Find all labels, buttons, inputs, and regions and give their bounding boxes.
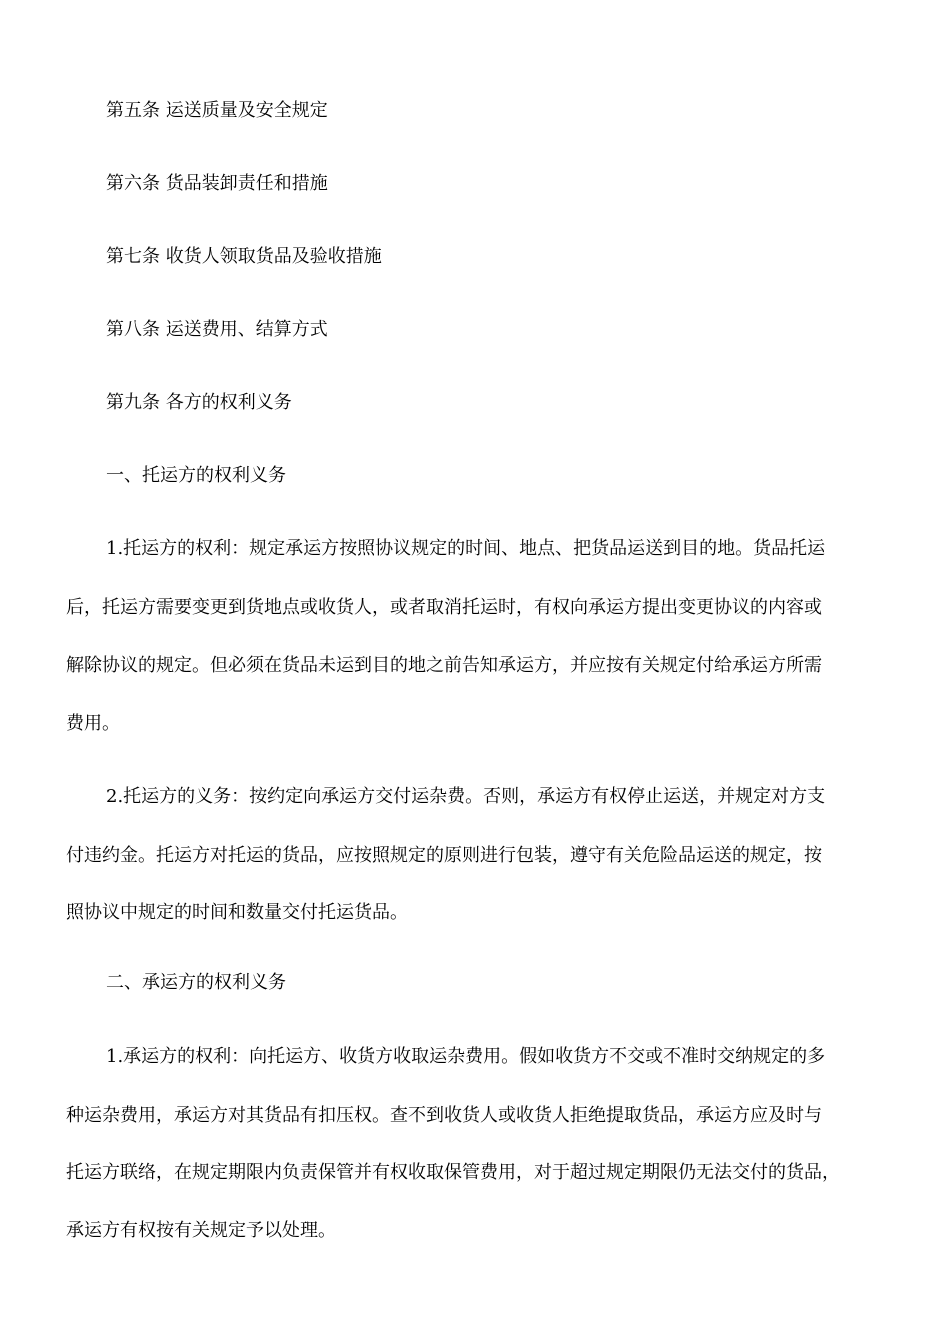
section-2-item-1-line-3: 托运方联络，在规定期限内负责保管并有权收取保管费用，对于超过规定期限仍无法交付的货品，	[66, 1162, 840, 1183]
section-1-item-1-line-4: 费用。	[66, 713, 120, 734]
section-2-item-1-line-4: 承运方有权按有关规定予以处理。	[66, 1220, 336, 1241]
section-1-item-1-line-3: 解除协议的规定。但必须在货品未运到目的地之前告知承运方，并应按有关规定付给承运方所需	[66, 655, 822, 676]
section-2-item-1-line-1: 1.承运方的权利：向托运方、收货方收取运杂费用。假如收货方不交或不准时交纳规定的多	[106, 1046, 826, 1067]
section-1-item-2-line-1: 2.托运方的义务：按约定向承运方交付运杂费。否则，承运方有权停止运送，并规定对方支	[106, 786, 826, 807]
section-2-item-1-line-2: 种运杂费用，承运方对其货品有扣压权。查不到收货人或收货人拒绝提取货品，承运方应及时与	[66, 1105, 822, 1126]
article-9: 第九条 各方的权利义务	[106, 392, 292, 413]
section-2-heading: 二、承运方的权利义务	[106, 972, 286, 993]
article-7: 第七条 收货人领取货品及验收措施	[106, 246, 382, 267]
section-1-item-2-line-3: 照协议中规定的时间和数量交付托运货品。	[66, 902, 408, 923]
section-1-item-1-line-1: 1.托运方的权利：规定承运方按照协议规定的时间、地点、把货品运送到目的地。货品托运	[106, 538, 826, 559]
article-5: 第五条 运送质量及安全规定	[106, 100, 328, 121]
section-1-item-2-line-2: 付违约金。托运方对托运的货品，应按照规定的原则进行包装，遵守有关危险品运送的规定，按	[66, 845, 822, 866]
article-8: 第八条 运送费用、结算方式	[106, 319, 328, 340]
article-6: 第六条 货品装卸责任和措施	[106, 173, 328, 194]
section-1-heading: 一、托运方的权利义务	[106, 465, 286, 486]
section-1-item-1-line-2: 后，托运方需要变更到货地点或收货人，或者取消托运时，有权向承运方提出变更协议的内容或	[66, 597, 822, 618]
